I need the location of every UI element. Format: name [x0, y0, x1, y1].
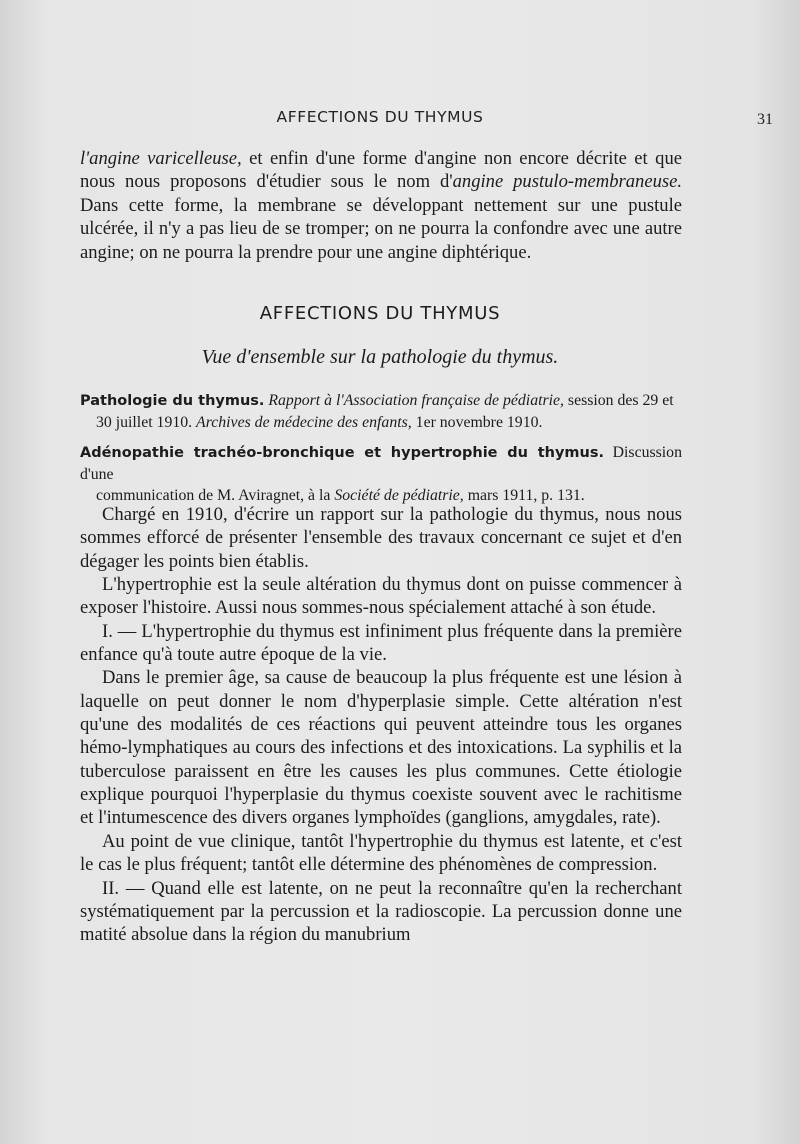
running-header: AFFECTIONS DU THYMUS [276, 108, 484, 126]
reference-title: Pathologie du thymus. [80, 393, 265, 409]
body-text [80, 503, 682, 947]
reference-continuation [80, 412, 682, 433]
body-paragraph: Au point de vue clinique, tantôt l'hypertrophie du thymus est latente, et c'est le cas le plus fréquent; tantôt elle détermine des phénomènes de compression. [80, 830, 682, 876]
body-paragraph: Dans le premier âge, sa cause de beaucoup la plus fréquente est une lésion à laquelle on peut donner le nom d'hyperplasie simple. Cette altération n'est qu'une des modalités de ces réactions qui peuvent atteindre tous les organes hémo-lymphatiques au cours des infections et des intoxications. La syphilis et la tuberculose paraissent en être les causes les plus communes. Cette étiologie explique pourquoi l'hyperplasie du thymus coexiste souvent avec le rachitisme et l'intumescence des divers organes lymphoïdes (ganglions, amygdales, rate). [80, 667, 682, 829]
reference-text: 30 juillet 1910. [96, 414, 197, 431]
reference-title: Adénopathie trachéo-bronchique et hypertrophie du thymus. [80, 445, 604, 461]
reference-entry [80, 442, 682, 506]
reference-entry [80, 390, 682, 433]
reference-italic: Société de pédiatrie, [334, 487, 464, 504]
reference-text: Discussion d'une [80, 444, 682, 483]
section-subheading: Vue d'ensemble sur la pathologie du thymus. [201, 346, 559, 368]
intro-paragraph [80, 147, 682, 264]
page-number: 31 [757, 111, 773, 128]
reference-text: 1er novembre 1910. [411, 414, 543, 431]
intro-text-1: et enfin d'une forme d'angine non encore décrite et que nous nous proposons d'étudier sous le nom d' [80, 148, 682, 193]
reference-italic: Rapport à l'Association française de pédiatrie, [264, 392, 564, 409]
reference-text: communication de M. Aviragnet, à la [96, 487, 335, 504]
intro-italic-1: l'angine varicelleuse, [80, 148, 242, 169]
reference-text: session des 29 et [563, 392, 674, 409]
body-paragraph: L'hypertrophie est la seule altération du thymus dont on puisse commencer à exposer l'histoire. Aussi nous sommes-nous spécialement attaché à son étude. [80, 574, 682, 619]
intro-italic-2: angine pustulo-membraneuse. [452, 171, 683, 193]
body-paragraph: II. — Quand elle est latente, on ne peut la reconnaître qu'en la recherchant systématiquement par la percussion et la radioscopie. La percussion donne une matité absolue dans la région du manubrium [80, 877, 682, 946]
body-paragraph: Chargé en 1910, d'écrire un rapport sur la pathologie du thymus, nous nous sommes efforcé de présenter l'ensemble des travaux concernant ce sujet et d'en dégager les points bien établis. [80, 504, 682, 572]
body-paragraph: I. — L'hypertrophie du thymus est infiniment plus fréquente dans la première enfance qu'à toute autre époque de la vie. [80, 620, 682, 666]
reference-italic: Archives de médecine des enfants, [196, 414, 412, 431]
reference-text: mars 1911, p. 131. [463, 487, 585, 504]
intro-text-2: Dans cette forme, la membrane se développant nettement sur une pustule ulcérée, il n'y a pas lieu de se tromper; on ne pourra la confondre avec une autre angine; on ne pourra la prendre pour une angine diphtérique. [80, 194, 682, 263]
section-heading: AFFECTIONS DU THYMUS [259, 303, 501, 324]
